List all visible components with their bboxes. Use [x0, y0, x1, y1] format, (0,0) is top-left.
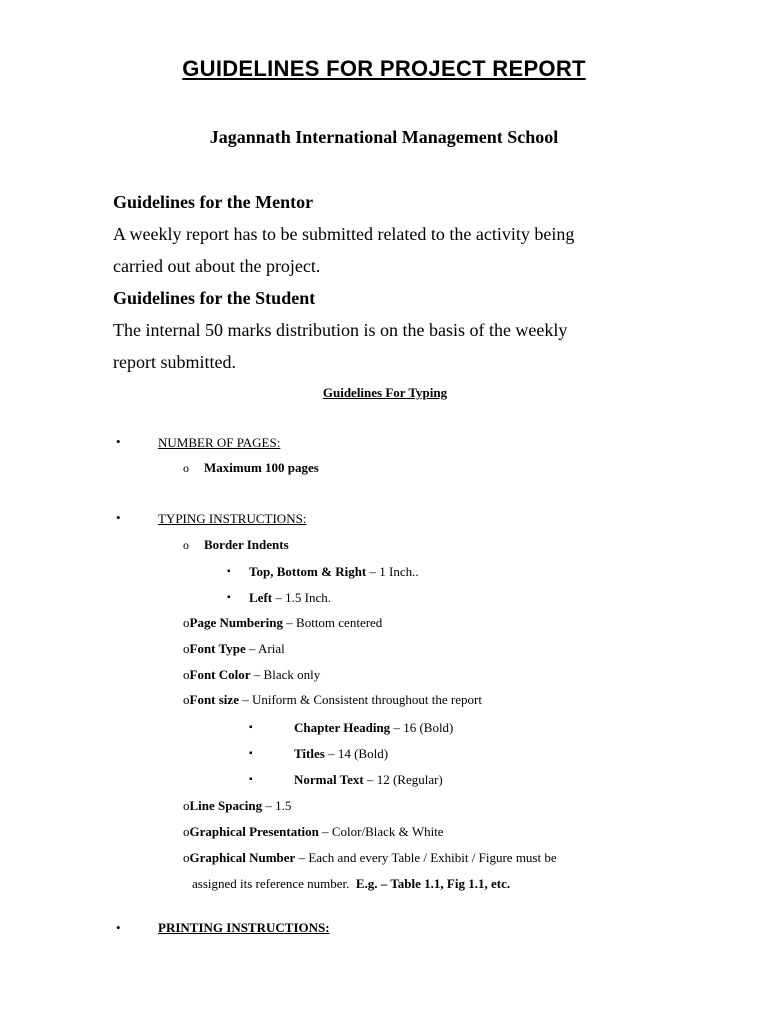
- border-indents-label: Border Indents: [204, 537, 289, 552]
- circle-bullet-icon: o: [183, 615, 190, 630]
- line-spacing-label: Line Spacing: [189, 798, 263, 813]
- line-spacing-item: [183, 798, 291, 814]
- graphical-presentation-item: [183, 824, 444, 840]
- printing-section-heading: PRINTING INSTRUCTIONS:: [158, 920, 330, 935]
- page-numbering-item: [183, 615, 382, 631]
- student-heading: Guidelines for the Student: [113, 288, 316, 308]
- chapter-heading-item: [294, 720, 453, 736]
- titles-item: [294, 746, 388, 762]
- border-top-item: [249, 564, 419, 580]
- titles-label: Titles: [294, 746, 325, 761]
- pages-section-heading: NUMBER OF PAGES:: [158, 435, 281, 450]
- circle-bullet-icon: o: [183, 641, 190, 656]
- square-bullet-icon: ▪: [249, 774, 253, 785]
- normal-text-label: Normal Text: [294, 772, 364, 787]
- border-left-value: – 1.5 Inch.: [272, 590, 331, 605]
- bullet-icon: •: [116, 920, 121, 935]
- pages-max-text: Maximum 100 pages: [204, 460, 319, 475]
- font-color-value: – Black only: [250, 667, 321, 682]
- circle-bullet-icon: o: [183, 667, 190, 682]
- graphical-number-line2-text: assigned its reference number.: [192, 876, 356, 891]
- border-left-label: Left: [249, 590, 273, 605]
- graphical-number-line-2: [192, 876, 510, 892]
- square-bullet-icon: ▪: [227, 566, 231, 577]
- normal-text-item: [294, 772, 443, 788]
- font-type-label: Font Type: [189, 641, 246, 656]
- pages-max-item: [204, 460, 319, 476]
- student-text-line-2: report submitted.: [113, 352, 236, 372]
- circle-bullet-icon: o: [183, 850, 190, 865]
- circle-bullet-icon: o: [183, 692, 190, 707]
- typing-guidelines-heading: Guidelines For Typing: [322, 385, 448, 400]
- circle-bullet-icon: o: [183, 824, 190, 839]
- typing-section-heading: TYPING INSTRUCTIONS:: [158, 511, 307, 526]
- page-numbering-value: – Bottom centered: [283, 615, 383, 630]
- circle-bullet-icon: o: [183, 461, 189, 475]
- chapter-heading-label: Chapter Heading: [294, 720, 391, 735]
- bullet-icon: •: [116, 510, 121, 525]
- mentor-text-line-1: A weekly report has to be submitted related to the activity being: [113, 224, 575, 244]
- mentor-heading: Guidelines for the Mentor: [113, 192, 314, 212]
- square-bullet-icon: ▪: [249, 748, 253, 759]
- chapter-heading-value: – 16 (Bold): [390, 720, 454, 735]
- square-bullet-icon: ▪: [227, 592, 231, 603]
- line-spacing-value: – 1.5: [262, 798, 292, 813]
- bullet-icon: •: [116, 434, 121, 449]
- graphical-number-item: [183, 850, 557, 866]
- font-type-item: [183, 641, 285, 657]
- page-numbering-label: Page Numbering: [189, 615, 284, 630]
- font-type-value: – Arial: [245, 641, 285, 656]
- mentor-text-line-2: carried out about the project.: [113, 256, 321, 276]
- graphical-number-label: Graphical Number: [189, 850, 296, 865]
- graphical-presentation-value: – Color/Black & White: [318, 824, 444, 839]
- school-name: Jagannath International Management School: [209, 127, 559, 147]
- document-title: GUIDELINES FOR PROJECT REPORT: [182, 56, 586, 81]
- border-left-item: [249, 590, 331, 606]
- titles-value: – 14 (Bold): [324, 746, 389, 761]
- graphical-number-value: – Each and every Table / Exhibit / Figure must be: [295, 850, 557, 865]
- circle-bullet-icon: o: [183, 798, 190, 813]
- graphical-number-example: E.g. – Table 1.1, Fig 1.1, etc.: [355, 876, 511, 891]
- font-color-item: [183, 667, 320, 683]
- font-size-item: [183, 692, 482, 708]
- border-indents-item: [204, 537, 289, 553]
- font-color-label: Font Color: [189, 667, 251, 682]
- border-top-value: – 1 Inch..: [366, 564, 419, 579]
- font-size-value: – Uniform & Consistent throughout the report: [238, 692, 482, 707]
- font-size-label: Font size: [189, 692, 239, 707]
- student-text-line-1: The internal 50 marks distribution is on the basis of the weekly: [113, 320, 568, 340]
- square-bullet-icon: ▪: [249, 722, 253, 733]
- normal-text-value: – 12 (Regular): [363, 772, 443, 787]
- circle-bullet-icon: o: [183, 538, 189, 552]
- border-top-label: Top, Bottom & Right: [249, 564, 367, 579]
- graphical-presentation-label: Graphical Presentation: [189, 824, 319, 839]
